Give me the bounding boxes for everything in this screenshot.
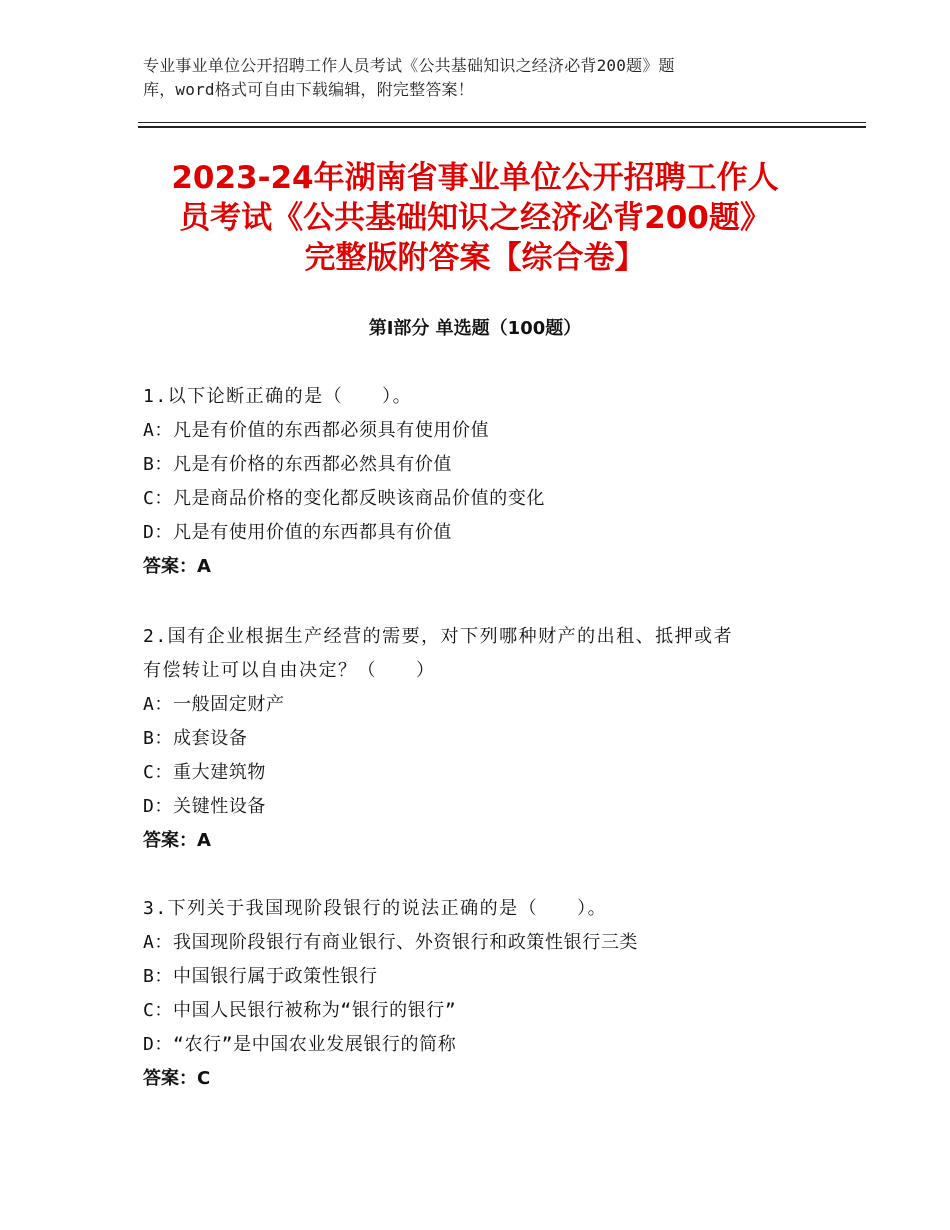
header-note	[143, 54, 843, 102]
header-note-line-2: 库，word格式可自由下载编辑，附完整答案！	[143, 80, 474, 99]
question-1	[143, 380, 833, 584]
option-c: C：凡是商品价格的变化都反映该商品价值的变化	[143, 488, 546, 509]
option-b: B：中国银行属于政策性银行	[143, 966, 378, 987]
question-2	[143, 620, 833, 858]
header-note-line-1: 专业事业单位公开招聘工作人员考试《公共基础知识之经济必背200题》题	[143, 56, 675, 75]
option-a: A：我国现阶段银行有商业银行、外资银行和政策性银行三类	[143, 932, 639, 953]
option-c: C：中国人民银行被称为“银行的银行”	[143, 1000, 457, 1021]
question-stem: 有偿转让可以自由决定？（ ）	[143, 660, 436, 681]
question-3	[143, 892, 833, 1096]
document-title	[120, 158, 830, 278]
answer: 答案：C	[143, 1068, 211, 1089]
answer: 答案：A	[143, 556, 211, 577]
answer: 答案：A	[143, 830, 211, 851]
question-stem: 3.下列关于我国现阶段银行的说法正确的是（ ）。	[143, 898, 608, 919]
section-heading: 第Ⅰ部分 单选题（100题）	[368, 318, 582, 339]
option-a: A：一般固定财产	[143, 694, 285, 715]
option-a: A：凡是有价值的东西都必须具有使用价值	[143, 420, 490, 441]
document-title-line-3: 完整版附答案【综合卷】	[304, 240, 646, 276]
document-title-line-2: 员考试《公共基础知识之经济必背200题》	[179, 200, 771, 236]
question-stem: 1.以下论断正确的是（ ）。	[143, 386, 413, 407]
option-b: B：凡是有价格的东西都必然具有价值	[143, 454, 453, 475]
header-divider-thick	[138, 126, 866, 128]
option-d: D：“农行”是中国农业发展银行的简称	[143, 1034, 457, 1055]
document-title-line-1: 2023-24年湖南省事业单位公开招聘工作人	[171, 160, 779, 196]
header-divider-thin	[138, 122, 866, 123]
option-d: D：关键性设备	[143, 796, 267, 817]
question-stem: 2.国有企业根据生产经营的需要，对下列哪种财产的出租、抵押或者	[143, 626, 734, 647]
option-c: C：重大建筑物	[143, 762, 267, 783]
option-b: B：成套设备	[143, 728, 248, 749]
option-d: D：凡是有使用价值的东西都具有价值	[143, 522, 453, 543]
